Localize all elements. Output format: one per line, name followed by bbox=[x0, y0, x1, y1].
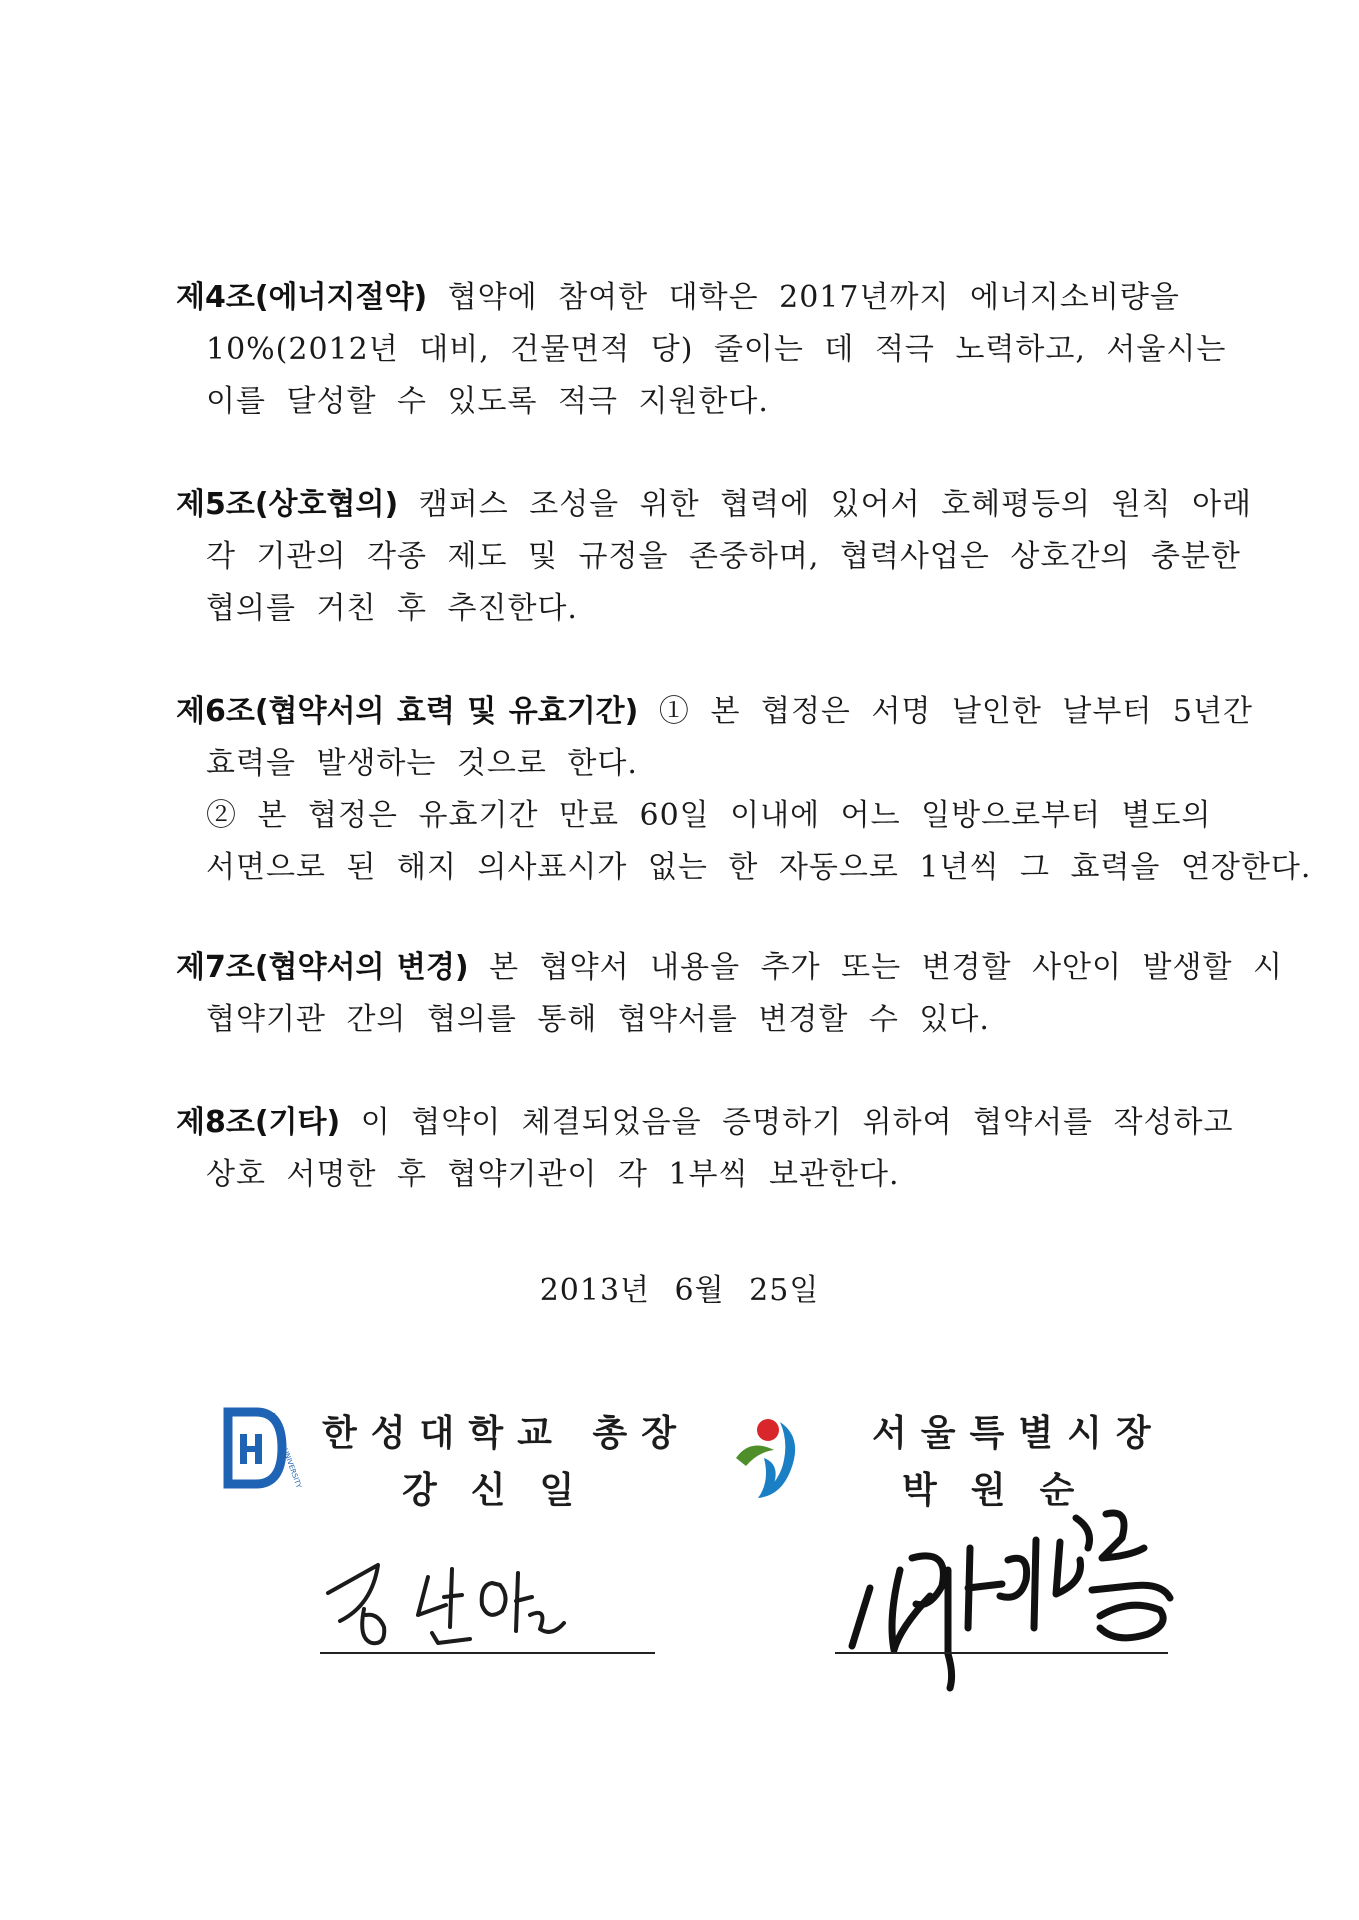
article-text: 각 기관의 각종 제도 및 규정을 존중하며, 협력사업은 상호간의 충분한 bbox=[206, 539, 1241, 574]
article-text: ② 본 협정은 유효기간 만료 60일 이내에 어느 일방으로부터 별도의 bbox=[206, 798, 1212, 833]
article-text: 이 협약이 체결되었음을 증명하기 위하여 협약서를 작성하고 bbox=[360, 1105, 1234, 1140]
article-text: ① 본 협정은 서명 날인한 날부터 5년간 bbox=[658, 694, 1253, 729]
right-signatory-name: 박원순 bbox=[902, 1470, 1109, 1511]
seoul-city-symbol bbox=[728, 1412, 810, 1502]
left-signature-line bbox=[320, 1652, 655, 1654]
article-text: 효력을 발생하는 것으로 한다. bbox=[206, 746, 638, 781]
article-text: 상호 서명한 후 협약기관이 각 1부씩 보관한다. bbox=[206, 1157, 900, 1192]
article-text: 협약기관 간의 협의를 통해 협약서를 변경할 수 있다. bbox=[206, 1002, 990, 1037]
article-text: 이를 달성할 수 있도록 적극 지원한다. bbox=[206, 384, 769, 419]
right-signatory-title: 서울특별시장 bbox=[872, 1413, 1165, 1454]
article-heading: 제5조(상호협의) bbox=[176, 487, 399, 522]
hansung-logo-text: HANSUNG UNIVERSITY bbox=[268, 1411, 303, 1490]
article-text: 협의를 거친 후 추진한다. bbox=[206, 591, 578, 626]
right-signature-line bbox=[835, 1652, 1168, 1654]
article-heading: 제8조(기타) bbox=[176, 1105, 341, 1140]
article-heading: 제6조(협약서의 효력 및 유효기간) bbox=[176, 694, 639, 729]
article-text: 10%(2012년 대비, 건물면적 당) 줄이는 데 적극 노력하고, 서울시는 bbox=[206, 332, 1227, 367]
article-heading: 제4조(에너지절약) bbox=[176, 280, 428, 315]
right-signature bbox=[830, 1478, 1190, 1708]
right-signature-text: 박원순 bbox=[840, 1703, 846, 1705]
article-text: 캠퍼스 조성을 위한 협력에 있어서 호혜평등의 원칙 아래 bbox=[418, 487, 1253, 522]
article-text: 본 협약서 내용을 추가 또는 변경할 사안이 발생할 시 bbox=[489, 950, 1284, 985]
article-text: 서면으로 된 해지 의사표시가 없는 한 자동으로 1년씩 그 효력을 연장한다. bbox=[206, 850, 1312, 885]
left-signatory-name: 강신일 bbox=[402, 1470, 609, 1511]
left-signature bbox=[320, 1535, 610, 1655]
left-signatory-title: 한성대학교 총장 bbox=[322, 1413, 690, 1454]
hansung-university-logo bbox=[222, 1404, 303, 1492]
agreement-date: 2013년 6월 25일 bbox=[539, 1273, 820, 1308]
article-heading: 제7조(협약서의 변경) bbox=[176, 950, 469, 985]
article-text: 협약에 참여한 대학은 2017년까지 에너지소비량을 bbox=[447, 280, 1180, 315]
